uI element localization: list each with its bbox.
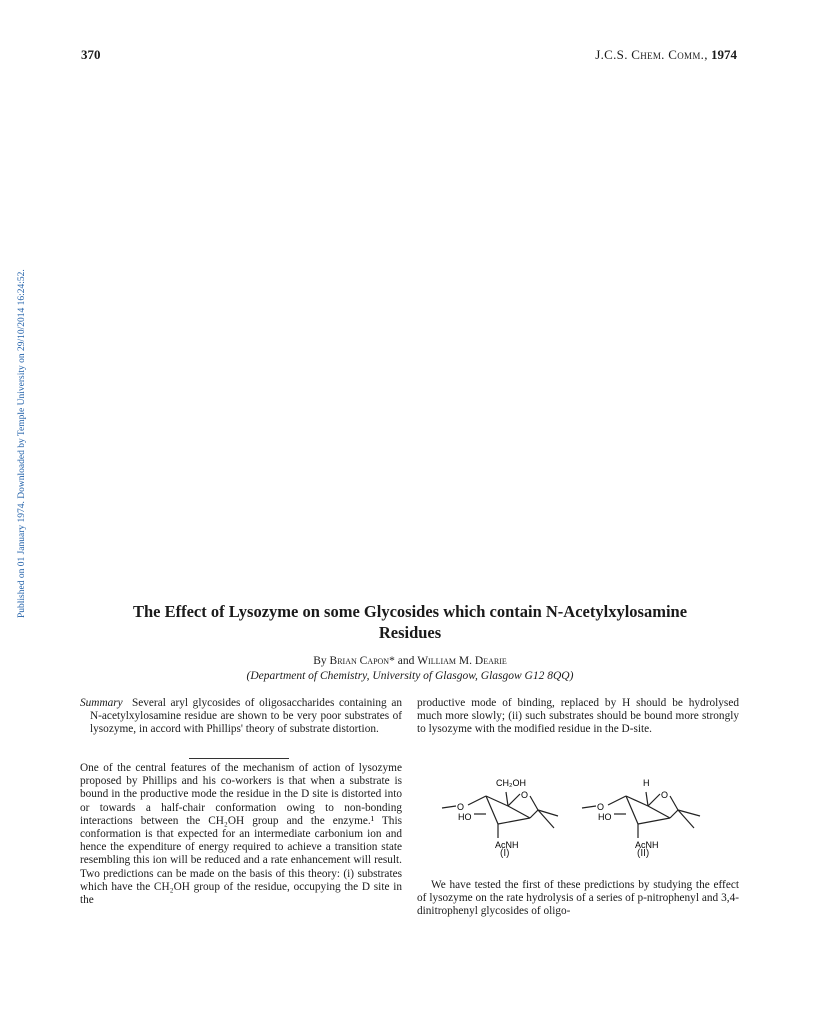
byline	[80, 655, 740, 667]
body-left-paragraph: One of the central features of the mechanism of action of lysozyme proposed by Phillips and his co-workers is that when a substrate is bound in the productive mode the residue in the D site is distorted into or towards a half-chair conformation owing to non-bonding interactions between the CH₂OH group and the enzyme.¹ This conformation is that expected for an intermediate carbonium ion and hence the expenditure of energy required to achieve a transition state resembling this ion will be reduced and a rate enhancement will result. Two predictions can be made on the basis of this theory: (i) substrates which have the CH₂OH group of the residue, occupying the D site in the	[80, 762, 402, 907]
structure-ii-ho: HO	[598, 812, 612, 822]
structure-ii-left-oxygen: O	[597, 802, 605, 812]
byline-and: and	[397, 655, 415, 667]
title-line-2: Residues	[378, 623, 442, 642]
body-right-bottom-paragraph: We have tested the first of these predictions by studying the effect of lysozyme on the rate hydrolysis of a series of p-nitrophenyl and 3,4-dinitrophenyl glycosides of oligo-	[417, 879, 739, 918]
structure-ii-substituent: H	[643, 778, 650, 788]
body-right-bottom	[417, 879, 739, 919]
structure-i-ring-oxygen: O	[521, 790, 529, 800]
body-right-top	[417, 697, 739, 737]
structure-ii-acnh: AcNH	[635, 840, 659, 850]
structure-i-label: (I)	[500, 848, 510, 859]
structure-i-substituent: CH₂OH	[496, 778, 526, 788]
journal-year: 1974	[711, 47, 737, 62]
structure-i-ho: HO	[458, 812, 472, 822]
running-header	[595, 47, 737, 63]
body-right-top-paragraph: productive mode of binding, replaced by H should be hydrolysed much more slowly; (ii) such substrates should be bound more strongly to lysozyme with the modified residue in the D-site.	[417, 697, 739, 736]
download-stamp: Published on 01 January 1974. Downloaded by Temple University on 29/10/2014 16:24:52.	[17, 269, 27, 618]
affiliation: (Department of Chemistry, University of Glasgow, Glasgow G12 8QQ)	[246, 670, 574, 682]
author-2: William M. Dearie	[417, 655, 507, 667]
structure-i-left-oxygen: O	[457, 802, 465, 812]
structure-i-acnh: AcNH	[495, 840, 519, 850]
article-title	[80, 601, 740, 643]
summary-text: Several aryl glycosides of oligosaccharides containing an N-acetylxylosamine residue are shown to be very poor substrates of lysozyme, in accord with Phillips' theory of substrate distortion.	[90, 697, 402, 736]
structure-ii-label: (II)	[637, 848, 650, 859]
page-number: 370	[81, 47, 101, 62]
structure-ii-ring-oxygen: O	[661, 790, 669, 800]
summary	[80, 697, 402, 737]
author-1: Brian Capon*	[329, 655, 395, 667]
journal-name: J.C.S. Chem. Comm.,	[595, 47, 708, 62]
title-line-1: The Effect of Lysozyme on some Glycosides which contain N-Acetylxylosamine	[132, 602, 688, 621]
byline-by: By	[313, 655, 327, 667]
body-left-column	[80, 762, 402, 907]
section-divider	[189, 758, 289, 759]
summary-label: Summary	[80, 697, 123, 709]
